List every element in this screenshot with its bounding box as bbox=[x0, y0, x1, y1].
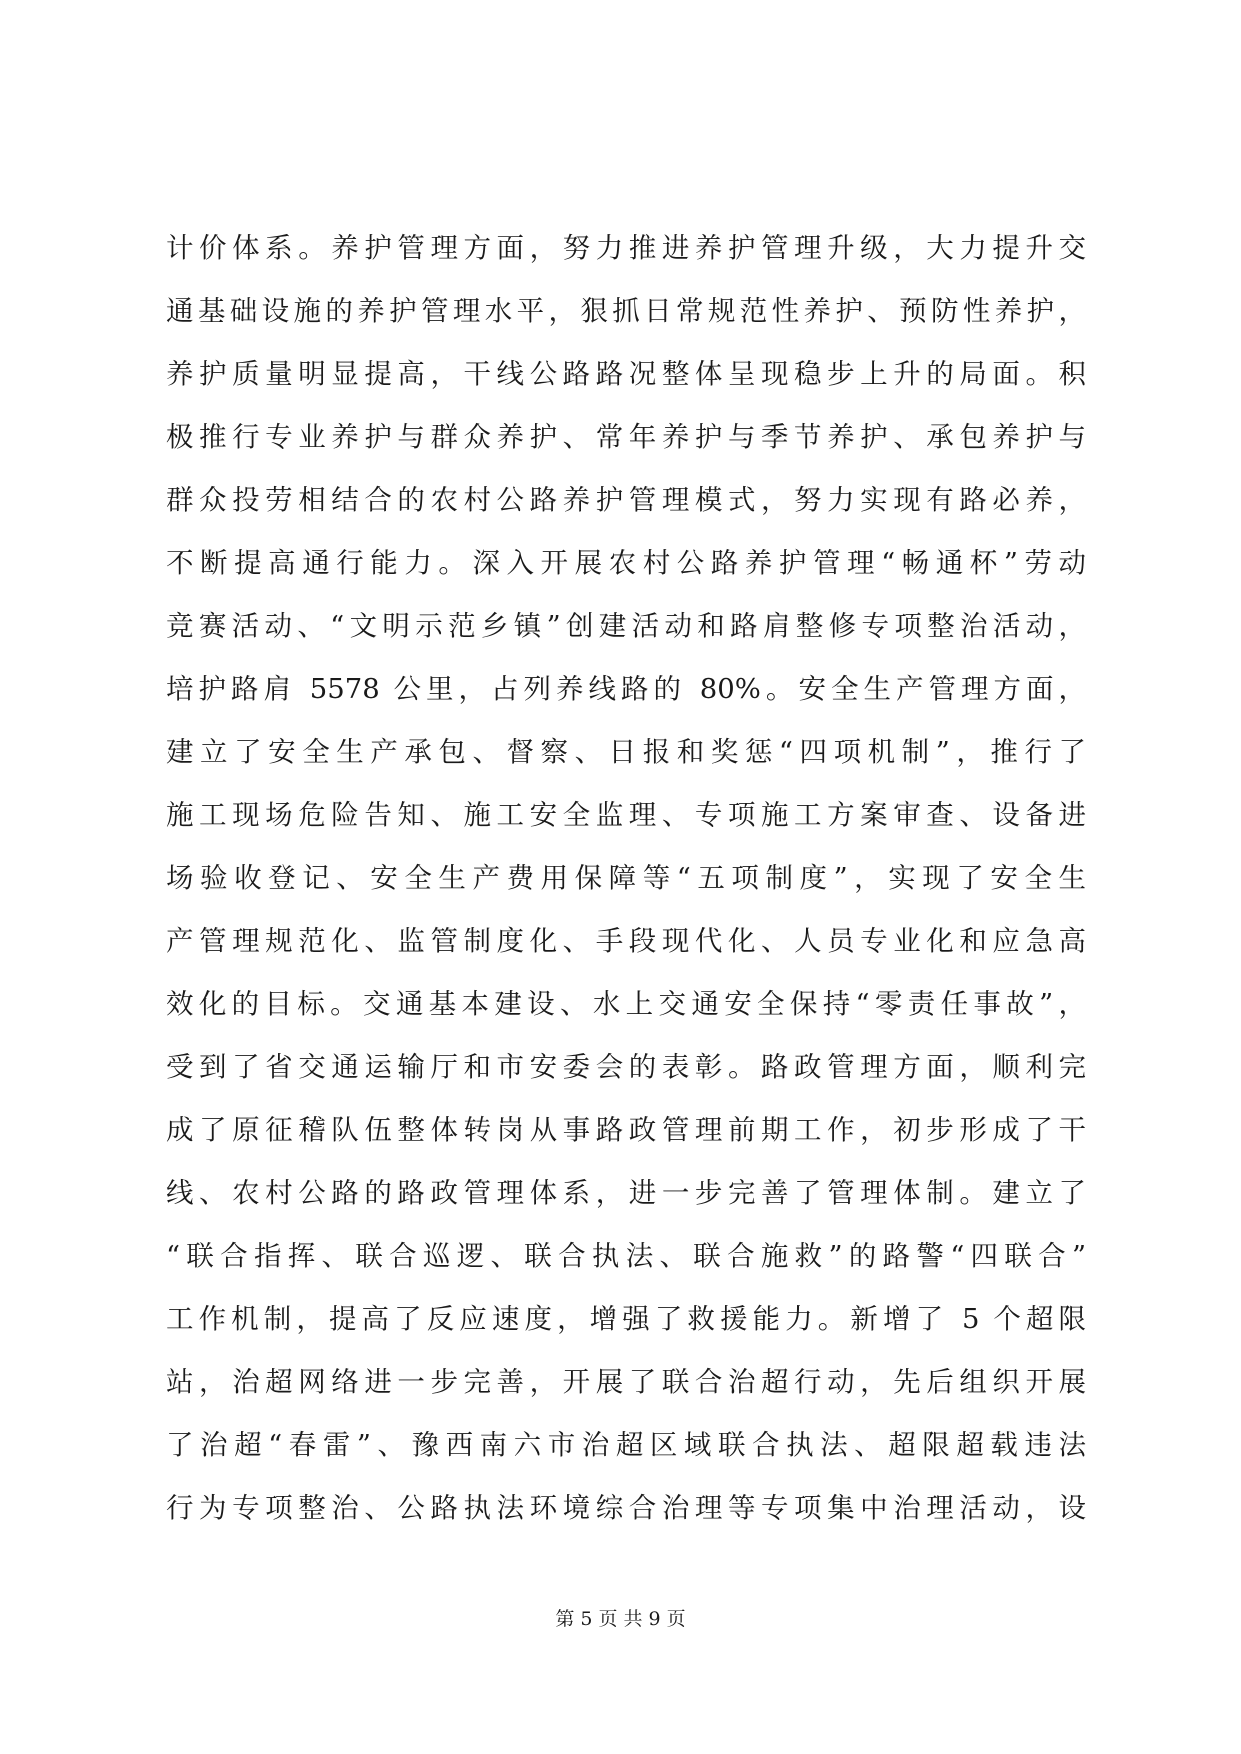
text-line: 培护路肩 5578 公里，占列养线路的 80%。安全生产管理方面， bbox=[166, 673, 1086, 705]
text-line: 场验收登记、安全生产费用保障等“五项制度”，实现了安全生 bbox=[166, 862, 1086, 894]
text-line: 施工现场危险告知、施工安全监理、专项施工方案审查、设备进 bbox=[166, 799, 1086, 831]
text-line: 养护质量明显提高，干线公路路况整体呈现稳步上升的局面。积 bbox=[166, 358, 1086, 390]
text-line: 成了原征稽队伍整体转岗从事路政管理前期工作，初步形成了干 bbox=[166, 1114, 1086, 1146]
text-line: 不断提高通行能力。深入开展农村公路养护管理“畅通杯”劳动 bbox=[166, 547, 1086, 579]
text-line: 线、农村公路的路政管理体系，进一步完善了管理体制。建立了 bbox=[166, 1177, 1086, 1209]
text-line: 站，治超网络进一步完善，开展了联合治超行动，先后组织开展 bbox=[166, 1366, 1086, 1398]
text-line: 产管理规范化、监管制度化、手段现代化、人员专业化和应急高 bbox=[166, 925, 1086, 957]
text-line: 建立了安全生产承包、督察、日报和奖惩“四项机制”，推行了 bbox=[166, 736, 1086, 768]
text-line: 通基础设施的养护管理水平，狠抓日常规范性养护、预防性养护， bbox=[166, 295, 1086, 327]
text-line: “联合指挥、联合巡逻、联合执法、联合施救”的路警“四联合” bbox=[166, 1240, 1086, 1272]
text-line: 群众投劳相结合的农村公路养护管理模式，努力实现有路必养， bbox=[166, 484, 1086, 516]
text-line: 工作机制，提高了反应速度，增强了救援能力。新增了 5 个超限 bbox=[166, 1303, 1086, 1335]
page-number-footer: 第 5 页 共 9 页 bbox=[555, 1608, 686, 1630]
text-line: 效化的目标。交通基本建设、水上交通安全保持“零责任事故”， bbox=[166, 988, 1086, 1020]
text-line: 极推行专业养护与群众养护、常年养护与季节养护、承包养护与 bbox=[166, 421, 1086, 453]
text-line: 了治超“春雷”、豫西南六市治超区域联合执法、超限超载违法 bbox=[166, 1429, 1086, 1461]
text-line: 行为专项整治、公路执法环境综合治理等专项集中治理活动，设 bbox=[166, 1492, 1086, 1524]
text-line: 计价体系。养护管理方面，努力推进养护管理升级，大力提升交 bbox=[166, 232, 1086, 264]
body-text bbox=[166, 228, 1086, 1551]
text-line: 竞赛活动、“文明示范乡镇”创建活动和路肩整修专项整治活动， bbox=[166, 610, 1086, 642]
text-line: 受到了省交通运输厅和市安委会的表彰。路政管理方面，顺利完 bbox=[166, 1051, 1086, 1083]
